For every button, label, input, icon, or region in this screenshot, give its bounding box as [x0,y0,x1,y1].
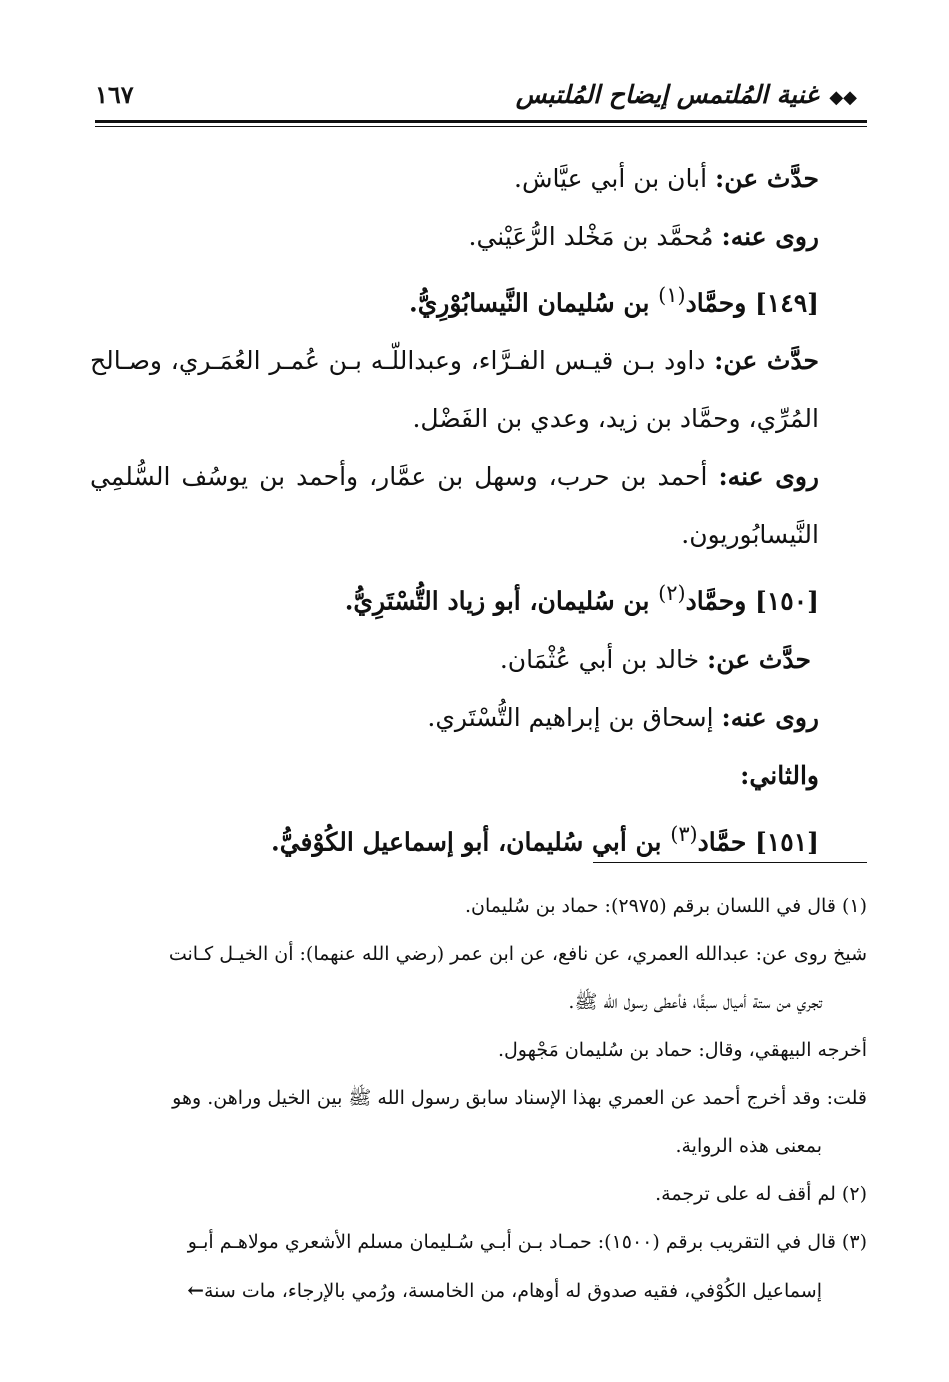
text-line-narrated-from: حدَّث عن: داود بـن قيـس الفـرَّاء، وعبداللّـه بـن عُمـر العُمَـري، وصـالح المُرِّي، وحمَّاد بن زيد، وعدي بن الفَضْل. [90,346,819,434]
page-header [95,70,857,118]
text-line-narrated-from: حدَّث عن: خالد بن أبي عُثْمَان. [499,644,811,674]
running-title [516,80,857,109]
entry-heading-150: [١٥٠] وحمَّاد$^{(٢)}$ بن سُليمان، أبو زياد التُّسْتَرِيُّ. [344,581,819,616]
footnote-1-text: تجري من ستة أميال سبقًا، فأعطى رسول الله ﷺ. [568,991,822,1013]
footnote-1-text: بمعنى هذه الرواية. [675,1135,822,1157]
footnote-1-text: أخرجه البيهقي، وقال: حماد بن سُليمان مَجْهول. [497,1039,867,1061]
text-line-second: والثاني: [740,760,819,790]
footnote-ref-3: (٣) [670,821,698,846]
footnote-3-text: إسماعيل الكُوْفي، فقيه صدوق له أوهام، من الخامسة، ورُمي بالإرجاء، مات سنة← [187,1278,822,1302]
text-line-narrated-by: روى عنه: مُحمَّد بن مَخْلد الرُّعَيْني. [468,222,819,251]
entry-heading-151: [١٥١] حمَّاد$^{(٣)}$ بن أبي سُليمان، أبو إسماعيل الكُوْفيُّ. [271,821,819,856]
text-line-narrated-by: روى عنه: إسحاق بن إبراهيم التُّسْتَري. [427,702,819,732]
footnote-separator [593,862,867,863]
footnote-1-text: شيخ روى عن: عبدالله العمري، عن نافع، عن ابن عمر (رضي الله عنهما): أن الخيـل كـانت [168,943,867,965]
running-title-text: غنية المُلتمس إيضاح المُلتبس [515,79,819,109]
page-number: ١٦٧ [95,79,134,109]
continue-arrow-icon: ← [187,1278,204,1302]
footnote-2: (٢) لم أقف له على ترجمة. [655,1183,867,1205]
footnote-3: (٣) قال في التقريب برقم (١٥٠٠): حمـاد بـن أبـي سُـليمان مسلم الأشعري مولاهـم أبـو [187,1231,867,1253]
footnotes [90,882,867,1315]
footnote-1: (١) قال في اللسان برقم (٢٩٧٥): حماد بن سُليمان. [464,895,867,917]
text-line-narrated-from: حدَّث عن: أبان بن أبي عيَّاش. [514,164,819,193]
footnote-1-text: قلت: وقد أخرج أحمد عن العمري بهذا الإسناد سابق رسول الله ﷺ بين الخيل وراهن. وهو [172,1087,867,1109]
header-rule-thick [95,120,867,123]
footnote-ref-2: (٢) [658,581,686,606]
footnote-ref-1: (١) [658,283,686,307]
header-rule-thin [95,126,867,127]
diamond-ornament-icon: ◆◆ [829,86,857,108]
main-text [90,150,819,871]
entry-heading-149: [١٤٩] وحمَّاد$^{(١)}$ بن سُليمان النَّيسابُوْرِيُّ. [409,283,819,318]
text-line-narrated-by: روى عنه: أحمد بن حرب، وسهل بن عمَّار، وأحمد بن يوسُف السُّلمِي النَّيسابُوريون. [90,462,820,550]
